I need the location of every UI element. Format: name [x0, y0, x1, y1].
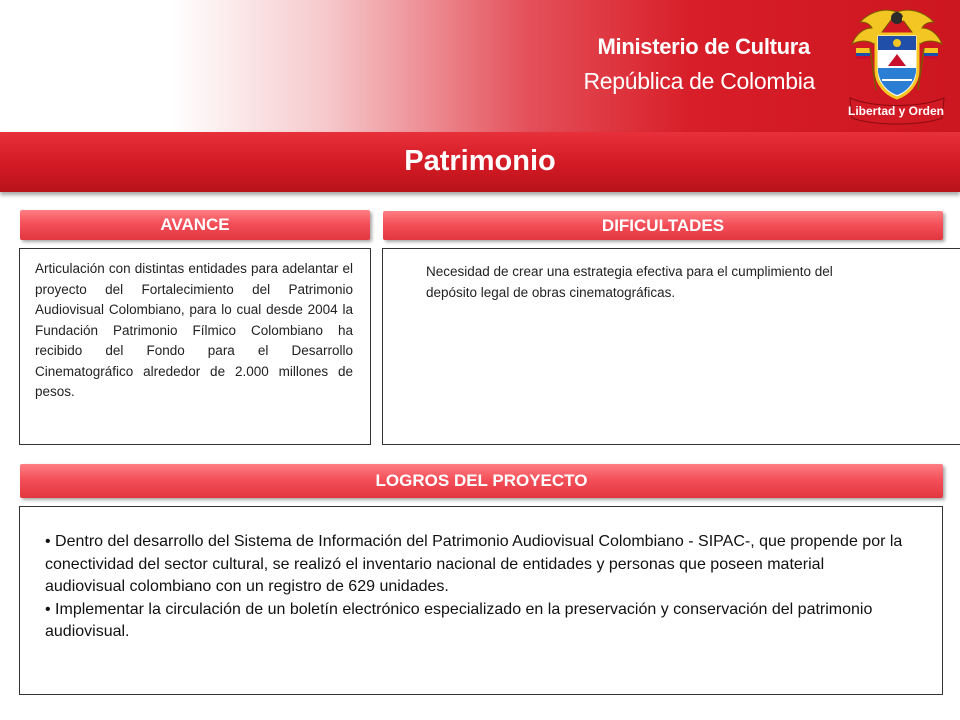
header-banner — [0, 0, 960, 132]
logros-heading: LOGROS DEL PROYECTO — [375, 471, 588, 490]
avance-body: Articulación con distintas entidades para adelantar el proyecto del Fortalecimiento del Patrimonio Audiovisual Colombiano, para lo cual desde 2004 la Fundación Patrimonio Fílmico Colombiano ha recibido del Fondo para el Desarrollo Cinematográfico alrededor de 2.000 millones de pesos. — [35, 261, 353, 399]
logros-item: • Implementar la circulación de un boletín electrónico especializado en la preservación y conservación del patrimonio audiovisual. — [45, 600, 873, 640]
motto: Libertad y Orden — [847, 104, 945, 118]
logros-heading-bar — [20, 464, 943, 498]
dificultades-body: Necesidad de crear una estrategia efectiva para el cumplimiento del depósito legal de obras cinematográficas. — [426, 264, 833, 300]
logros-list — [45, 531, 903, 644]
ministry-country: República de Colombia — [583, 68, 815, 94]
avance-heading: AVANCE — [160, 215, 230, 234]
logros-item: • Dentro del desarrollo del Sistema de Información del Patrimonio Audiovisual Colombiano - SIPAC-, que propende por la conectividad del sector cultural, se realizó el inventario nacional de entidades y personas que poseen material audiovisual colombiano con un registro de 629 unidades. — [45, 533, 903, 595]
avance-heading-bar — [20, 210, 370, 240]
ministry-name: Ministerio de Cultura — [597, 34, 810, 59]
dificultades-heading: DIFICULTADES — [601, 215, 725, 235]
dificultades-heading-bar — [383, 211, 943, 240]
page-title: Patrimonio — [404, 145, 556, 177]
